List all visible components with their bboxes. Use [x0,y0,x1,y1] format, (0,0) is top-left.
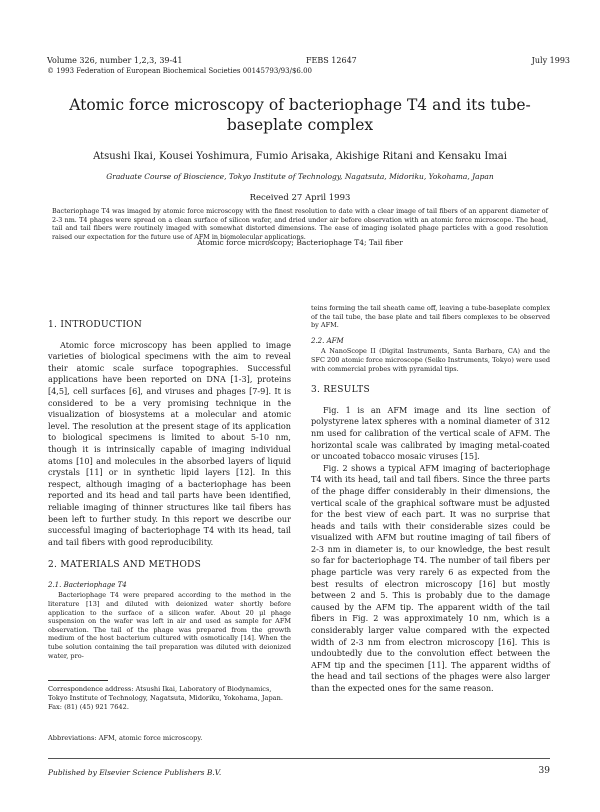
received-date: Received 27 April 1993 [249,193,351,203]
afm-paragraph: A NanoScope II (Digital Instruments, Santa Barbara, CA) and the SFC 200 atomic force microscope (Seiko Instruments, Tokyo) were used with commercial probes with pyramidal tips. [311,347,550,373]
subsection-heading-afm: 2.2. AFM [311,336,344,345]
abstract: Bacteriophage T4 was imaged by atomic force microscopy with the finest resolution to date with a clear image of tail fibers of an apparent diameter of 2-3 nm. T4 phages were spread on a clean surface of silicon wafer, and dried under air before observation with an atomic force microscope. The head, tail and tail fibers were routinely imaged with somewhat distorted dimensions. The ease of imaging isolated phage particles with a good resolution raised our expectation for the future use of AFM in biomolecular applications. [52,207,548,241]
author-list: Atsushi Ikai, Kousei Yoshimura, Fumio Arisaka, Akishige Ritani and Kensaku Imai [93,151,507,162]
methods-paragraph: Bacteriophage T4 were prepared according to the method in the literature [13] and diluted with deionized water shortly before application to the surface of a silicon wafer. About 20 μl phage suspension on the wafer was left in air and used as sample for AFM observation. The tail of the phage was prepared from the growth medium of the host bacterium cultured with osmotically [14]. When the tube solution containing the tail preparation was diluted with deionized water, pro- [48,591,291,660]
section-heading-introduction: 1. INTRODUCTION [48,320,143,330]
correspondence-note [48,680,291,711]
affiliation: Graduate Course of Bioscience, Tokyo Institute of Technology, Nagatsuta, Midoriku, Yokohama, Japan [106,172,494,181]
introduction-paragraph: Atomic force microscopy has been applied to image varieties of biological specimens with the aim to reveal their atomic scale surface topographies. Successful applications have been reported on DNA [1-3], proteins [4,5], cell surfaces [6], and viruses and phages [7-9]. It is considered to be a very promising technique in the visualization of biosystems at a molecular and atomic level. The resolution at the present stage of its application to biological specimens is limited to about 5-10 nm, though it is intrinsically capable of imaging individual atoms [10] and molecules in the absorbed layers of liquid crystals [11] or in synthetic lipid layers [12]. In this respect, although imaging of a bacteriophage has been reported and its head and tail parts have been identified, reliable imaging of thinner structures like tail fibers has been left to further study. In this report we describe our successful imaging of bacteriophage T4 with its head, tail and tail fibers with good reproducibility. [48,339,291,547]
volume-info: Volume 326, number 1,2,3, 39-41 [47,56,183,65]
right-column [311,304,550,695]
issue-date: July 1993 [531,56,570,65]
page-number: 39 [538,766,550,776]
footnote-rule [48,680,108,681]
correspondence-address: Correspondence address: Atsushi Ikai, Laboratory of Biodynamics, Tokyo Institute of Technology, Nagatsuta, Midoriku, Yokohama, Japan. Fax: (81) (45) 921 7642. [48,685,283,711]
results-paragraph-1: Fig. 1 is an AFM image and its line section of polystyrene latex spheres with a nominal diameter of 312 nm used for calibration of the vertical scale of AFM. The horizontal scale was calibrated by imaging metal-coated or uncoated tobacco mosaic viruses [15]. [311,404,550,462]
subsection-heading-bacteriophage: 2.1. Bacteriophage T4 [48,580,127,589]
article-title: Atomic force microscopy of bacteriophage T4 and its tube-baseplate complex [69,96,531,134]
footer-rule [48,758,550,759]
copyright-line: © 1993 Federation of European Biochemical Societies 00145793/93/$6.00 [47,67,312,75]
left-column [48,320,291,660]
section-heading-methods: 2. MATERIALS AND METHODS [48,560,202,571]
publisher-line: Published by Elsevier Science Publishers B.V. [48,768,222,777]
section-heading-results: 3. RESULTS [311,385,370,396]
methods-continuation: teins forming the tail sheath came off, leaving a tube-baseplate complex of the tail tube, the base plate and tail fibers complexes to be observed by AFM. [311,304,550,330]
results-paragraph-2: Fig. 2 shows a typical AFM imaging of bacteriophage T4 with its head, tail and tail fibers. Since the three parts of the phage differ considerably in their dimensions, the vertical scale of the graphical software must be adjusted for the best view of each part. It was no surprise that heads and tails with their considerable sizes could be visualized with AFM but routine imaging of tail fibers of 2-3 nm in diameter is, to our knowledge, the best result so far for bacteriophage T4. The number of tail fibers per phage particle was very rarely 6 as expected from the best results of electron microscopy [16] but mostly between 2 and 5. This is probably due to the damage caused by the AFM tip. The apparent width of the tail fibers in Fig. 2 was approximately 10 nm, which is a considerably larger value compared with the expected width of 2-3 nm from electron microscopy [16]. This is undoubtedly due to the convolution effect between the AFM tip and the specimen [11]. The apparent widths of the head and tail sections of the phages were also larger than the expected ones for the same reason. [311,462,550,693]
keywords: Atomic force microscopy; Bacteriophage T4; Tail fiber [197,238,403,247]
journal-code: FEBS 12647 [306,56,357,65]
abbreviations-note: Abbreviations: AFM, atomic force microscopy. [48,734,203,742]
